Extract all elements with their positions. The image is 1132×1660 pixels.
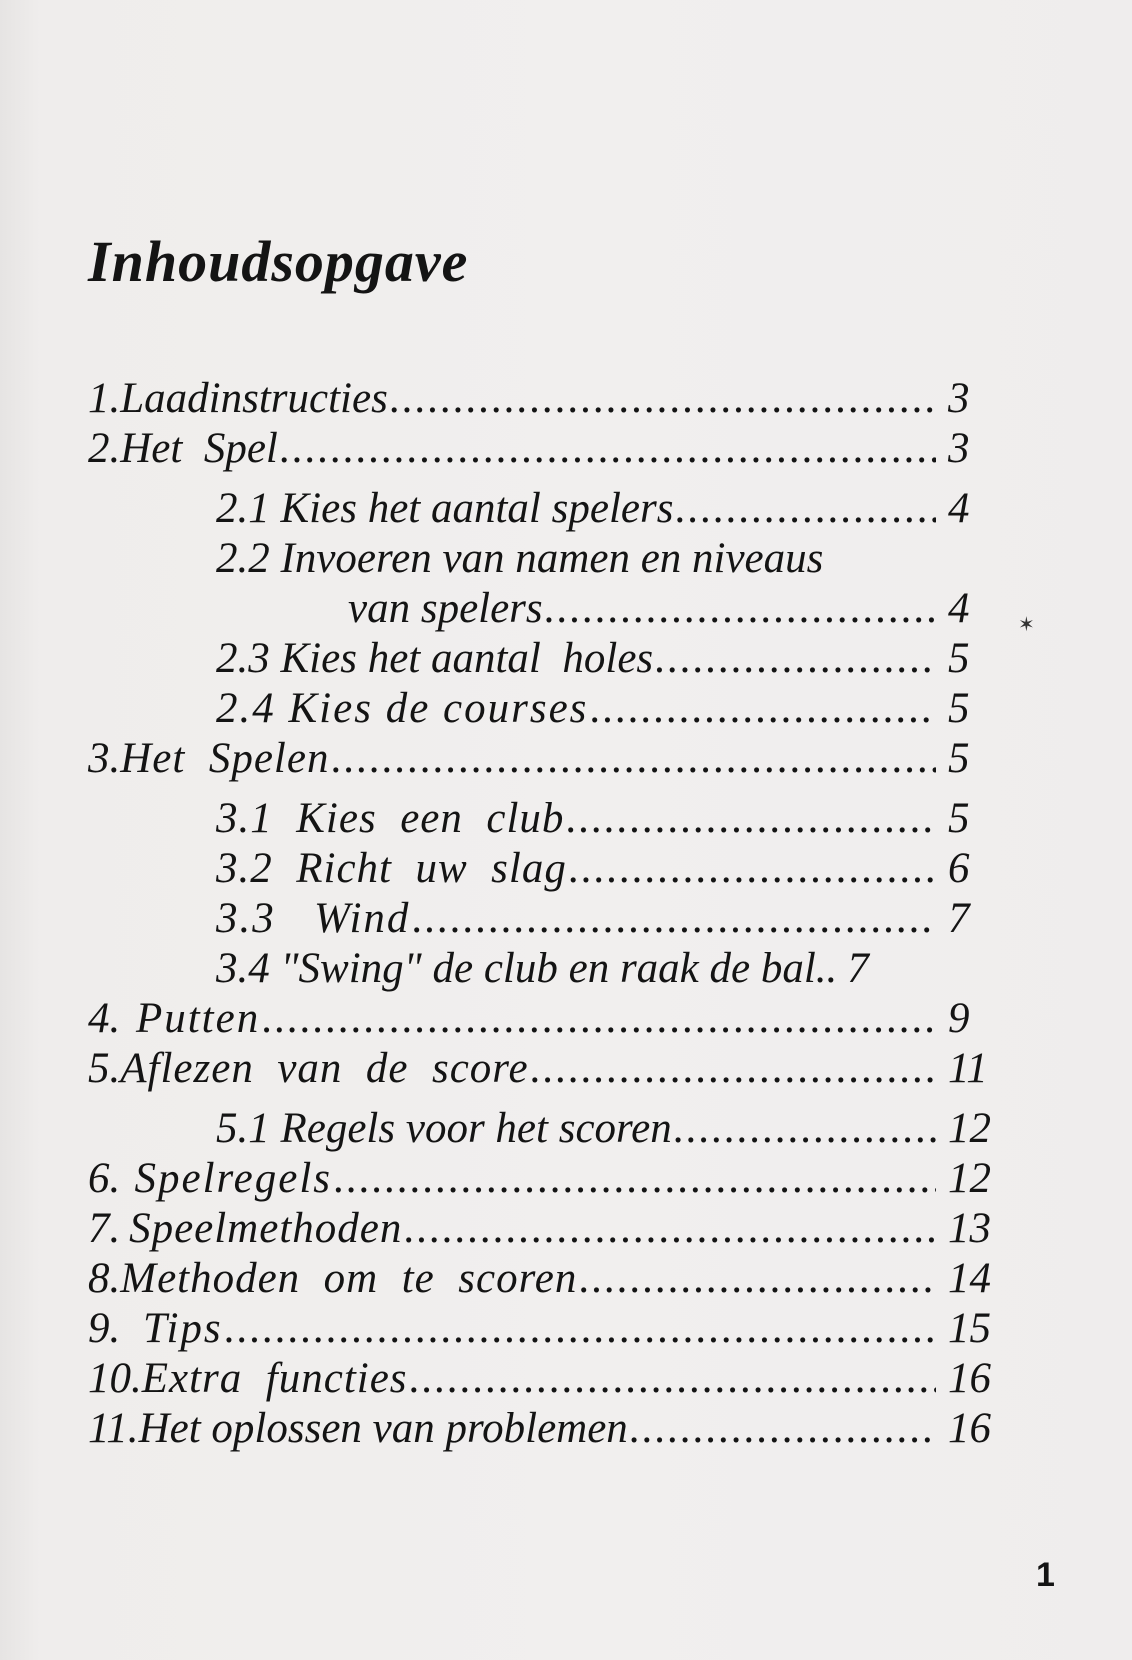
leader-dots	[225, 1304, 936, 1354]
toc-entry	[88, 1204, 991, 1254]
leader-dots	[655, 634, 936, 684]
toc-entry-label: 3.2 Richt uw slag	[216, 845, 567, 892]
toc-entry-number: 10.	[88, 1355, 142, 1402]
leader-dots	[675, 484, 936, 534]
toc-entry-label: 2.4 Kies de courses	[216, 685, 589, 732]
toc-entry	[216, 794, 988, 844]
toc-entry-page: 7	[847, 945, 869, 992]
page-title: Inhoudsopgave	[88, 229, 469, 294]
toc-entry	[216, 1104, 991, 1154]
toc-entry-number: 1.	[88, 375, 121, 422]
toc-entry-page: 5	[948, 795, 970, 842]
toc-entry-page: 11	[948, 1045, 988, 1092]
toc-entry	[216, 844, 988, 894]
leader-dots	[331, 734, 936, 784]
toc-entry-page: 4	[948, 585, 970, 632]
toc-entry	[88, 424, 988, 474]
ink-mark: ✶	[1018, 614, 1035, 636]
toc-entry-page: 16	[948, 1355, 991, 1402]
leader-dots	[410, 1354, 936, 1404]
toc-entry	[88, 1304, 991, 1354]
toc-entry-label: van spelers	[348, 585, 543, 632]
toc-entry-label: Tips	[142, 1305, 223, 1352]
toc-entry	[216, 894, 988, 944]
toc-entry-label: 2.1 Kies het aantal spelers	[216, 485, 674, 532]
toc-entry-number: 2.	[88, 425, 121, 472]
toc-entry-page: 9	[948, 995, 970, 1042]
leader-dots	[404, 1204, 936, 1254]
toc-entry	[88, 734, 988, 784]
leader-dots	[412, 894, 936, 944]
toc-entry-label: Methoden om te scoren	[120, 1255, 578, 1302]
toc-entry-page: 5	[948, 735, 970, 782]
toc-entry	[216, 944, 988, 994]
toc-entry	[88, 994, 988, 1044]
toc-entry-label: 3.4 "Swing" de club en raak de bal..	[216, 945, 838, 992]
toc-entry-number: 9.	[88, 1305, 121, 1352]
toc-entry-number: 5.	[88, 1045, 121, 1092]
toc-entry-page: 6	[948, 845, 970, 892]
toc-entry-page: 12	[948, 1155, 991, 1202]
toc-entry	[216, 484, 988, 534]
toc-entry-number: 8.	[88, 1255, 121, 1302]
leader-dots	[545, 584, 936, 634]
leader-dots	[280, 424, 936, 474]
toc-entry	[88, 1354, 991, 1404]
toc-entry-page: 5	[948, 635, 970, 682]
toc-entry	[216, 634, 988, 684]
toc-entry-label: 2.3 Kies het aantal holes	[216, 635, 654, 682]
leader-dots	[579, 1254, 936, 1304]
leader-dots	[630, 1404, 936, 1454]
toc-entry	[88, 1404, 991, 1454]
page-number: 1	[1036, 1556, 1055, 1594]
toc-entry-number: 4.	[88, 995, 121, 1042]
leader-dots	[674, 1104, 936, 1154]
leader-dots	[569, 844, 936, 894]
leader-dots	[590, 684, 936, 734]
toc-entry	[88, 1154, 991, 1204]
toc-entry-number: 11.	[88, 1405, 139, 1452]
toc-entry	[348, 584, 988, 634]
leader-dots	[334, 1154, 936, 1204]
toc-entry-label: Extra functies	[141, 1355, 408, 1402]
toc-entry-label: Speelmethoden	[129, 1205, 403, 1252]
toc-entry-label: Het oplossen van problemen	[138, 1405, 628, 1452]
toc-entry-label: Laadinstructies	[120, 375, 388, 422]
toc-entry-label: 3.3 Wind	[216, 895, 411, 942]
toc-entry-page: 4	[948, 485, 970, 532]
toc-entry	[88, 374, 988, 424]
toc-entry	[88, 1254, 991, 1304]
toc-entry-page: 12	[948, 1105, 991, 1152]
toc-entry-label: Aflezen van de score	[120, 1045, 529, 1092]
toc-entry-number: 7.	[88, 1205, 121, 1252]
toc-entry-label: Het Spel	[120, 425, 278, 472]
toc-entry-label: Spelregels	[134, 1155, 333, 1202]
toc-entry-page: 16	[948, 1405, 991, 1452]
leader-dots	[262, 994, 936, 1044]
leader-dots	[566, 794, 936, 844]
toc-entry-page: 3	[948, 375, 970, 422]
toc-entry-page: 3	[948, 425, 970, 472]
toc-entry-label: Putten	[135, 995, 261, 1042]
leader-dots	[390, 374, 936, 424]
toc-entry	[88, 1044, 988, 1094]
toc-entry-page: 13	[948, 1205, 991, 1252]
toc-entry-page: 15	[948, 1305, 991, 1352]
toc-entry-label: Het Spelen	[120, 735, 330, 782]
leader-dots	[531, 1044, 936, 1094]
toc-entry-page: 7	[948, 895, 970, 942]
toc-entry-page: 14	[948, 1255, 991, 1302]
toc-entry-page: 5	[948, 685, 970, 732]
toc-entry-number: 3.	[88, 735, 121, 782]
toc-entry-label-line1: 2.2 Invoeren van namen en niveaus	[216, 535, 824, 582]
toc-entry	[216, 684, 988, 734]
toc-entry-label: 5.1 Regels voor het scoren	[216, 1105, 672, 1152]
toc-entry-label: 3.1 Kies een club	[216, 795, 565, 842]
toc-entry-number: 6.	[88, 1155, 121, 1202]
